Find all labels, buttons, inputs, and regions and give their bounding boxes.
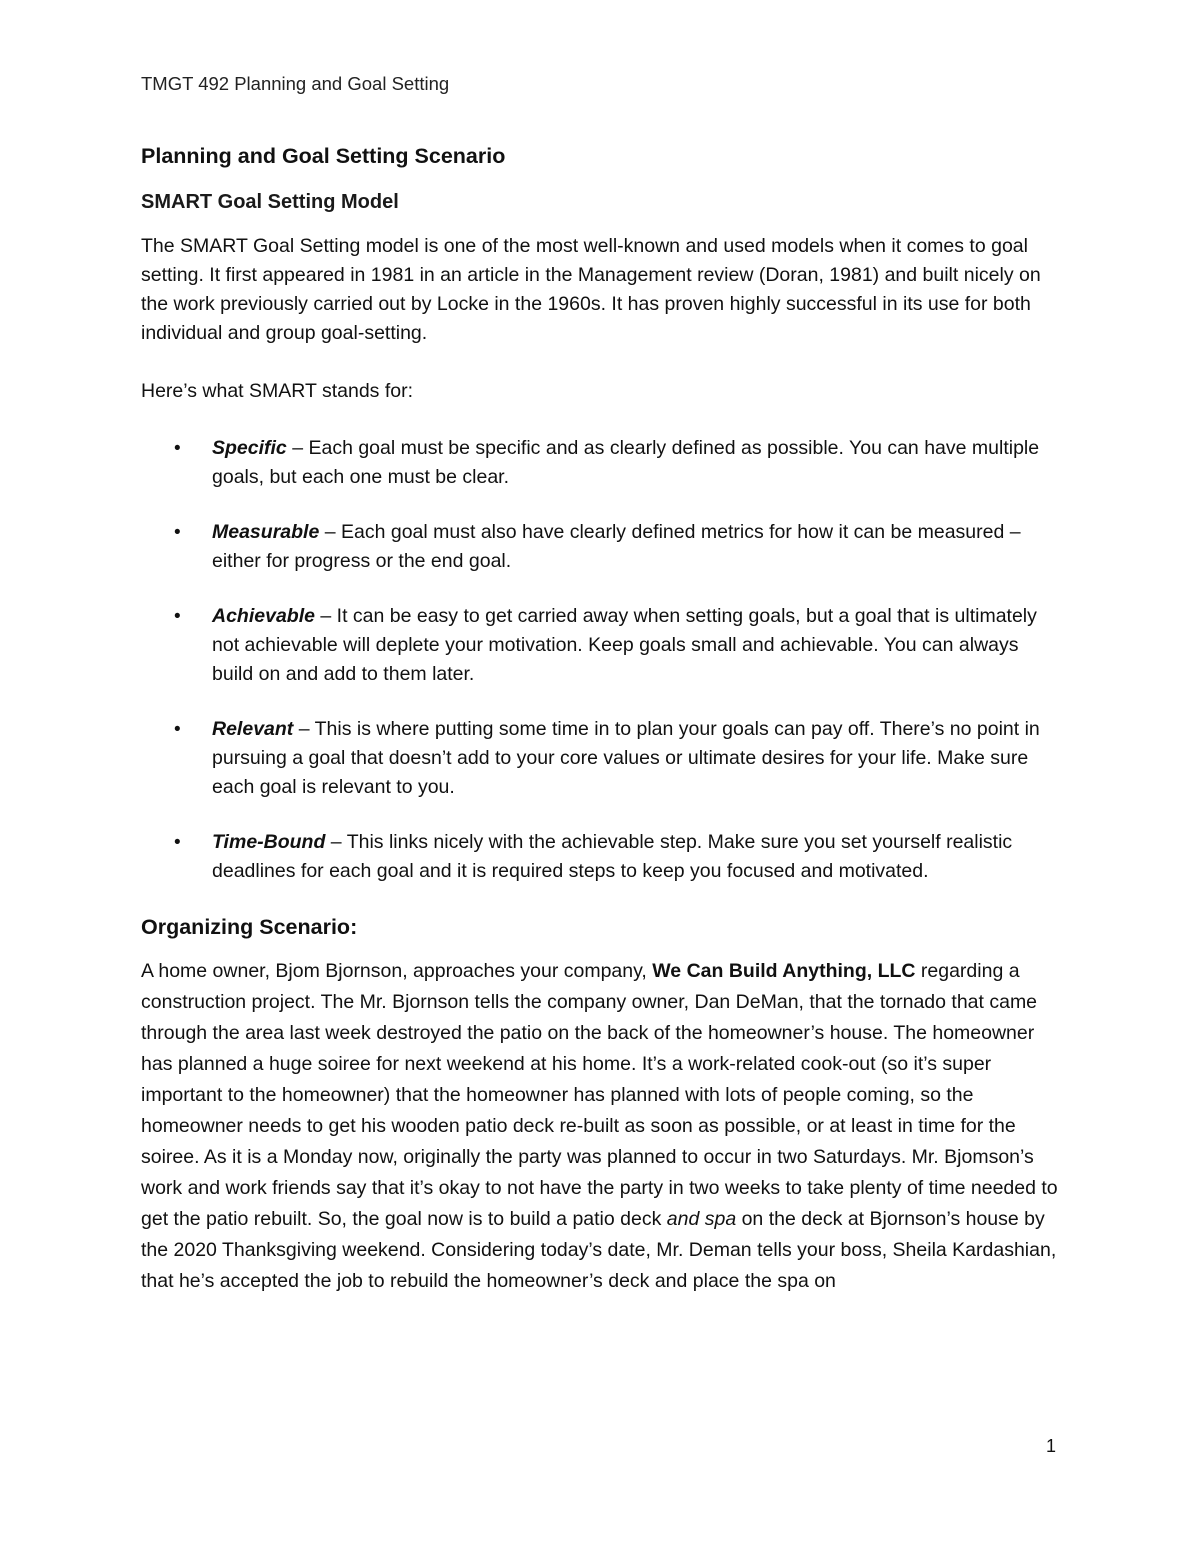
- bullet-measurable: [141, 518, 1061, 576]
- bullet-term: Time-Bound: [212, 831, 326, 853]
- document-title: Planning and Goal Setting Scenario: [141, 144, 506, 168]
- stands-for-paragraph: Here’s what SMART stands for:: [141, 380, 414, 402]
- running-header: TMGT 492 Planning and Goal Setting: [141, 73, 450, 94]
- bullet-achievable: [141, 602, 1061, 689]
- bullet-icon: •: [174, 438, 181, 459]
- bullet-icon: •: [174, 832, 181, 853]
- bullet-icon: •: [174, 522, 181, 543]
- document-body: [141, 141, 1061, 1297]
- bullet-text: – It can be easy to get carried away when setting goals, but a goal that is ultimately not achievable will deplete your motivation. Keep goals small and achievable. You can always build on and add to them later.: [212, 605, 1037, 685]
- scenario-paragraph: [141, 956, 1061, 1297]
- bullet-term: Measurable: [212, 521, 320, 543]
- bullet-specific: [141, 434, 1061, 492]
- scenario-text-part3: on the deck at Bjornson’s house by the 2020 Thanksgiving weekend. Considering today’s date, Mr. Deman tells your boss, Sheila Kardashian, that he’s accepted the job to rebuild the homeowner’s deck and place the spa on: [141, 1208, 1057, 1292]
- bullet-text: – Each goal must also have clearly defined metrics for how it can be measured – either for progress or the end goal.: [212, 521, 1021, 572]
- bullet-text: – Each goal must be specific and as clearly defined as possible. You can have multiple goals, but each one must be clear.: [212, 437, 1040, 488]
- page-number: 1: [1046, 1436, 1057, 1456]
- bullet-icon: •: [174, 606, 181, 627]
- scenario-emphasis: and spa: [666, 1208, 737, 1230]
- bullet-time-bound: [141, 828, 1061, 886]
- scenario-text-part1: A home owner, Bjom Bjornson, approaches your company,: [141, 960, 653, 982]
- company-name: We Can Build Anything, LLC: [652, 960, 916, 982]
- bullet-relevant: [141, 715, 1061, 802]
- section-subtitle: SMART Goal Setting Model: [141, 191, 399, 213]
- intro-paragraph: The SMART Goal Setting model is one of the most well-known and used models when it comes to goal setting. It first appeared in 1981 in an article in the Management review (Doran, 1981) and built nicely on the work previously carried out by Locke in the 1960s. It has proven highly successful in its use for both individual and group goal-setting.: [141, 235, 1041, 344]
- bullet-term: Achievable: [212, 605, 315, 627]
- smart-bullet-list: [141, 434, 1061, 886]
- bullet-text: – This is where putting some time in to plan your goals can pay off. There’s no point in pursuing a goal that doesn’t add to your core values or ultimate desires for your life. Make sure each goal is relevant to you.: [212, 718, 1040, 798]
- bullet-term: Relevant: [212, 718, 294, 740]
- bullet-term: Specific: [212, 437, 287, 459]
- organizing-scenario-heading: Organizing Scenario:: [141, 915, 358, 939]
- bullet-text: – This links nicely with the achievable step. Make sure you set yourself realistic deadlines for each goal and it is required steps to keep you focused and motivated.: [212, 831, 1013, 882]
- bullet-icon: •: [174, 719, 181, 740]
- scenario-text-part2: regarding a construction project. The Mr. Bjornson tells the company owner, Dan DeMan, that the tornado that came through the area last week destroyed the patio on the back of the homeowner’s house. The homeowner has planned a huge soiree for next weekend at his home. It’s a work-related cook-out (so it’s super important to the homeowner) that the homeowner has planned with lots of people coming, so the homeowner needs to get his wooden patio deck re-built as soon as possible, or at least in time for the soiree. As it is a Monday now, originally the party was planned to occur in two Saturdays. Mr. Bjomson’s work and work friends say that it’s okay to not have the party in two weeks to take plenty of time needed to get the patio rebuilt. So, the goal now is to build a patio deck: [141, 960, 1058, 1230]
